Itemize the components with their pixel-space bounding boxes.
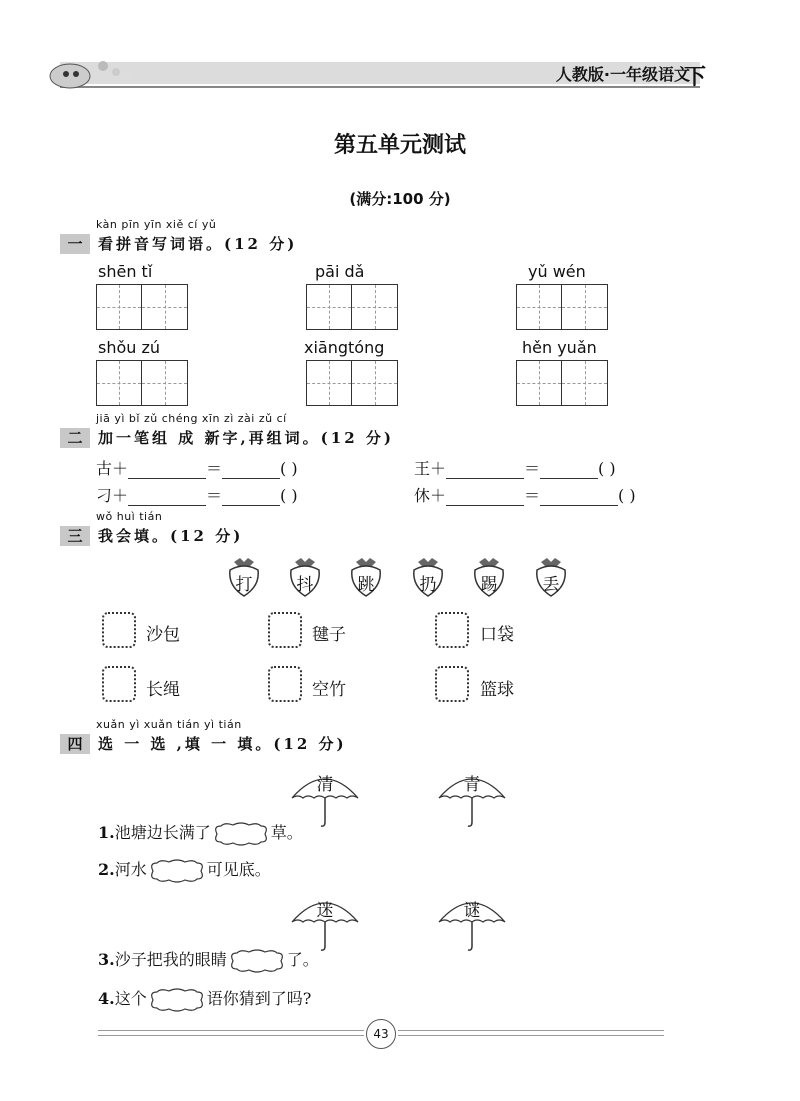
section3-pinyin: wǒ huì tián (96, 510, 163, 523)
question-text-before: 这个 (114, 989, 147, 1008)
word-paren[interactable]: ( ) (598, 459, 616, 478)
footer-rule-left (98, 1030, 364, 1031)
question-text-before: 沙子把我的眼睛 (114, 950, 227, 969)
answer-blank[interactable] (222, 489, 280, 506)
full-score: (满分:100 分) (349, 190, 451, 208)
question-number: 4. (98, 989, 115, 1008)
header-edition: 人教版·一年级语文 (555, 65, 690, 84)
fill-box[interactable] (102, 612, 136, 648)
fill-box[interactable] (268, 666, 302, 702)
question-number: 1. (98, 823, 115, 842)
base-char: 休＋ (414, 486, 447, 505)
question (98, 947, 319, 973)
page-title: 第五单元测试 (333, 132, 466, 158)
word-paren[interactable]: ( ) (280, 459, 298, 478)
object-word: 篮球 (480, 680, 514, 700)
umbrella-option (290, 888, 360, 952)
pinyin-item: pāi dǎ (315, 262, 365, 281)
umbrella-char: 清 (316, 775, 334, 795)
cloud-blank[interactable] (147, 988, 207, 1012)
pinyin-item: xiāngtóng (304, 338, 385, 357)
base-char: 刁＋ (96, 486, 129, 505)
fill-box[interactable] (435, 612, 469, 648)
pinyin-item: shǒu zú (98, 338, 161, 357)
equals-sign: ＝ (206, 486, 223, 505)
answer-blank[interactable] (128, 489, 206, 506)
strawberry-card (226, 556, 262, 602)
section1-pinyin: kàn pīn yīn xiě cí yǔ (96, 218, 217, 231)
answer-blank[interactable] (128, 462, 206, 479)
compose-row (414, 456, 616, 479)
umbrella-char: 迷 (316, 901, 334, 921)
verb-char: 丢 (542, 575, 560, 595)
footer-rule-left (98, 1035, 364, 1036)
footer-rule-right (398, 1035, 664, 1036)
section3-number: 三 (60, 526, 90, 546)
question (98, 820, 303, 846)
object-word: 沙包 (146, 625, 180, 645)
section2-pinyin: jiā yì bǐ zǔ chéng xīn zì zài zǔ cí (96, 412, 287, 425)
equals-sign: ＝ (524, 486, 541, 505)
fill-box[interactable] (435, 666, 469, 702)
verb-char: 抖 (296, 575, 314, 595)
verb-char: 跳 (357, 575, 375, 595)
header-rule (60, 86, 700, 88)
word-paren[interactable]: ( ) (280, 486, 298, 505)
verb-char: 踢 (480, 575, 498, 595)
answer-blank[interactable] (540, 462, 598, 479)
umbrella-option (437, 764, 507, 828)
verb-char: 打 (235, 575, 253, 595)
cloud-blank[interactable] (211, 822, 271, 846)
object-word: 毽子 (312, 625, 346, 645)
umbrella-option (437, 888, 507, 952)
writing-grid[interactable] (516, 360, 608, 406)
fill-box[interactable] (268, 612, 302, 648)
fill-box[interactable] (102, 666, 136, 702)
question-text-before: 池塘边长满了 (114, 823, 211, 842)
question-text-before: 河水 (114, 860, 147, 879)
writing-grid[interactable] (96, 360, 188, 406)
answer-blank[interactable] (222, 462, 280, 479)
section4-pinyin: xuǎn yì xuǎn tián yì tián (96, 718, 242, 731)
cloud-blank[interactable] (147, 859, 207, 883)
cloud-blank[interactable] (227, 949, 287, 973)
equals-sign: ＝ (206, 459, 223, 478)
umbrella-option (290, 764, 360, 828)
answer-blank[interactable] (446, 462, 524, 479)
section3-title: 我会填。(12 分) (98, 527, 244, 545)
question (98, 986, 311, 1012)
footer-rule-right (398, 1030, 664, 1031)
compose-row (414, 483, 636, 506)
writing-grid[interactable] (516, 284, 608, 330)
strawberry-card (471, 556, 507, 602)
strawberry-card (410, 556, 446, 602)
object-word: 空竹 (312, 680, 346, 700)
answer-blank[interactable] (446, 489, 524, 506)
section4-title: 选 一 选 ,填 一 填。(12 分) (98, 735, 347, 753)
object-word: 长绳 (146, 680, 180, 700)
question-text-after: 可见底。 (206, 860, 271, 879)
base-char: 古＋ (96, 459, 129, 478)
question-text-after: 草。 (270, 823, 303, 842)
verb-char: 扔 (419, 575, 437, 595)
strawberry-card (287, 556, 323, 602)
section2-number: 二 (60, 428, 90, 448)
equals-sign: ＝ (524, 459, 541, 478)
question-text-after: 语你猜到了吗? (206, 989, 312, 1008)
writing-grid[interactable] (96, 284, 188, 330)
question (98, 857, 271, 883)
writing-grid[interactable] (306, 360, 398, 406)
page-number: 43 (366, 1019, 396, 1049)
answer-blank[interactable] (540, 489, 618, 506)
section1-number: 一 (60, 234, 90, 254)
question-number: 2. (98, 860, 115, 879)
header-volume: 下 (683, 65, 706, 90)
strawberry-card (348, 556, 384, 602)
compose-row (96, 483, 298, 506)
strawberry-card (533, 556, 569, 602)
writing-grid[interactable] (306, 284, 398, 330)
word-paren[interactable]: ( ) (618, 486, 636, 505)
question-text-after: 了。 (286, 950, 319, 969)
pinyin-item: hěn yuǎn (522, 338, 597, 357)
section2-title: 加一笔组 成 新字,再组词。(12 分) (98, 429, 394, 447)
pinyin-item: yǔ wén (528, 262, 586, 281)
base-char: 王＋ (414, 459, 447, 478)
compose-row (96, 456, 298, 479)
section1-title: 看拼音写词语。(12 分) (98, 235, 298, 253)
umbrella-char: 青 (463, 775, 481, 795)
pinyin-item: shēn tǐ (98, 262, 153, 281)
header-logo (48, 52, 138, 92)
section4-number: 四 (60, 734, 90, 754)
umbrella-char: 谜 (463, 901, 481, 921)
question-number: 3. (98, 950, 115, 969)
object-word: 口袋 (480, 625, 514, 645)
